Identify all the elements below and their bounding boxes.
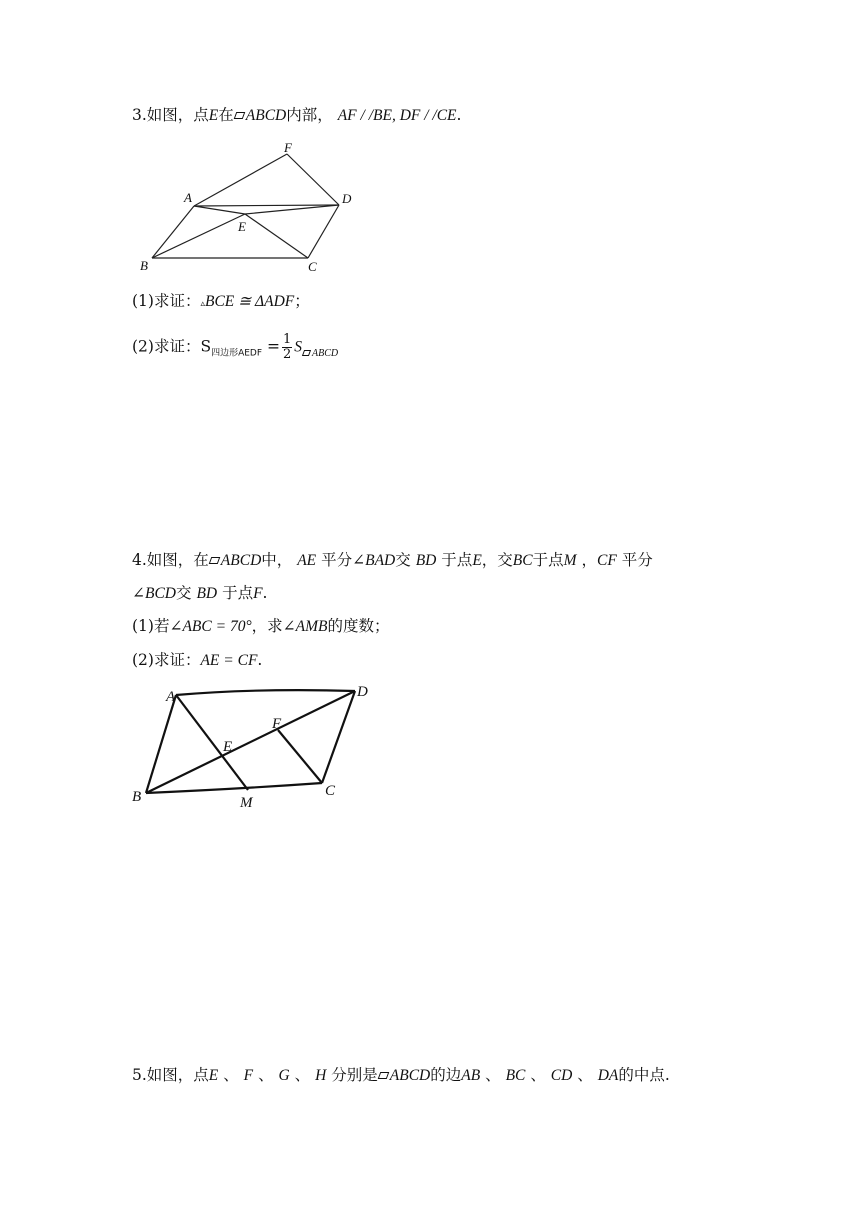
parallelogram-icon [234, 112, 246, 119]
q4-ae: AE [297, 552, 317, 569]
q4-statement-line1 [132, 549, 653, 572]
q5-bc: BC [505, 1067, 526, 1084]
q4-l2-b: 交 [176, 584, 192, 602]
q4-label-d: D [357, 684, 368, 700]
q5-e: E [208, 1067, 219, 1084]
q5-parallelogram-name: ABCD [389, 1067, 431, 1084]
q4-label-b: B [132, 789, 142, 805]
q3-p2-s: S [200, 337, 212, 356]
q3-p2-s2: S [294, 338, 303, 356]
q4-label-f: F [272, 716, 282, 732]
q4-part2 [132, 649, 262, 672]
q4-p2-end: . [257, 651, 263, 669]
q5-s5: 、 [530, 1066, 546, 1084]
q3-fraction [282, 333, 292, 362]
q4-t7: 平分 [621, 551, 653, 569]
q5-lead: 5.如图，点 [132, 1066, 209, 1084]
q4-figure [128, 683, 388, 813]
q5-s4: 、 [485, 1066, 501, 1084]
q4-p1-mid: ，求 [251, 617, 283, 635]
q3-p1-expr: BCE ≅ ΔADF [205, 293, 295, 310]
q4-t2: 交 [395, 551, 411, 569]
q3-end: . [456, 106, 462, 124]
q4-e: E [472, 552, 482, 569]
q5-s1: 、 [223, 1066, 239, 1084]
q3-frac-den: 2 [282, 347, 292, 362]
q3-p2-label: (2)求证： [132, 337, 201, 356]
q3-label-f: F [284, 140, 292, 155]
q5-s2: 、 [258, 1066, 274, 1084]
q3-label-c: C [308, 259, 317, 274]
q3-label-a: A [184, 190, 192, 205]
q4-part1 [132, 615, 390, 638]
q4-p1-expr2: ∠AMB [282, 618, 328, 635]
q3-frac-num: 1 [282, 332, 292, 347]
q3-condition: AF / /BE, DF / /CE [337, 107, 457, 124]
parallelogram-icon [209, 557, 221, 564]
q5-ab: AB [461, 1067, 481, 1084]
q3-label-d: D [342, 191, 352, 206]
q4-statement-line2 [132, 582, 267, 605]
q4-bcd: ∠BCD [132, 585, 176, 602]
triangle-icon: ▵ [200, 299, 205, 309]
q5-end: 的中点. [618, 1066, 670, 1084]
q4-cf: CF [597, 552, 617, 569]
q3-lead: 3.如图，点 [132, 106, 209, 124]
q3-statement [132, 104, 461, 127]
q5-statement [132, 1064, 670, 1087]
q4-parallelogram-name: ABCD [220, 552, 262, 569]
q4-p1-expr: ∠ABC = 70° [169, 618, 252, 635]
q5-mid: 分别是 [331, 1066, 378, 1084]
q4-line1-b: 中， [261, 551, 293, 569]
q4-l2-f: . [262, 584, 268, 602]
q3-figure [132, 140, 362, 275]
q5-s6: 、 [577, 1066, 593, 1084]
q4-t6: ， [581, 551, 597, 569]
q4-p2-label: (2)求证： [132, 651, 201, 669]
q4-label-c: C [325, 783, 336, 799]
q4-label-m: M [240, 795, 253, 811]
q3-label-b: B [140, 258, 148, 273]
q3-p2-eq: = [266, 337, 280, 356]
q3-part1 [132, 290, 310, 315]
q4-line1-a: 4.如图，在 [132, 551, 209, 569]
q3-mid: 在 [218, 106, 234, 124]
q4-t5: 于点 [532, 551, 564, 569]
q4-l2-d: 于点 [222, 584, 254, 602]
q4-label-e: E [223, 739, 233, 755]
q5-h: H [315, 1067, 327, 1084]
q5-g: G [278, 1067, 290, 1084]
q3-p2-sub2: ABCD [312, 347, 339, 359]
q4-bd: BD [415, 552, 437, 569]
q4-l2-c: BD [196, 585, 218, 602]
q4-t4: ，交 [481, 551, 513, 569]
q3-part2 [132, 333, 338, 365]
q3-p2-sub: 四边形AEDF [211, 348, 263, 359]
q5-da: DA [597, 1067, 619, 1084]
q3-parallelogram-name: ABCD [245, 107, 287, 124]
q5-f: F [243, 1067, 254, 1084]
q5-cd: CD [550, 1067, 573, 1084]
q4-m: M [563, 552, 577, 569]
q4-bad: ∠BAD [352, 552, 396, 569]
q4-t1: 平分 [321, 551, 353, 569]
q3-p1-label: (1)求证： [132, 292, 201, 310]
parallelogram-icon [377, 1072, 389, 1079]
q5-mid2: 的边 [430, 1066, 462, 1084]
q3-p1-end: ； [294, 292, 310, 310]
q4-bc: BC [512, 552, 533, 569]
parallelogram-icon [302, 350, 311, 356]
q3-label-e: E [238, 219, 246, 234]
q4-p1-end: 的度数； [327, 617, 390, 635]
q4-l2-e: F [253, 585, 263, 602]
q4-t3: 于点 [441, 551, 473, 569]
q5-s3: 、 [294, 1066, 311, 1084]
q3-point-e: E [208, 107, 219, 124]
q4-p1-label: (1)若 [132, 617, 170, 635]
q3-in: 内部， [286, 106, 333, 124]
q4-p2-expr: AE = CF [200, 652, 258, 669]
q4-label-a: A [166, 689, 176, 705]
